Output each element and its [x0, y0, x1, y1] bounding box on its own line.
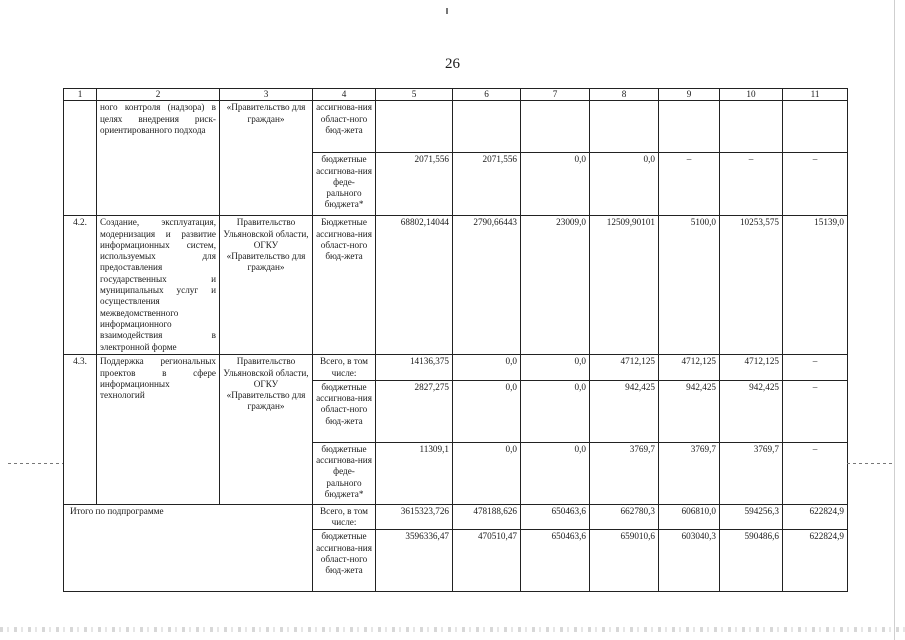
- value-cell: 0,0: [453, 355, 521, 381]
- value-cell: 3769,7: [659, 442, 720, 504]
- value-cell: 3769,7: [720, 442, 783, 504]
- col-header: 2: [97, 89, 220, 101]
- value-cell: 23009,0: [521, 216, 590, 355]
- row-number: 4.3.: [64, 355, 97, 505]
- value-cell: [453, 101, 521, 153]
- value-cell: [590, 101, 659, 153]
- header-row: [64, 89, 848, 101]
- col-header: 11: [783, 89, 848, 101]
- col-header: 1: [64, 89, 97, 101]
- value-cell: 942,425: [590, 380, 659, 442]
- value-cell: 15139,0: [783, 216, 848, 355]
- value-cell: 4712,125: [720, 355, 783, 381]
- budget-table: [63, 88, 848, 592]
- value-cell: 942,425: [659, 380, 720, 442]
- value-cell: 650463,6: [521, 530, 590, 592]
- activity-name: Создание, эксплуатация, модернизация и развитие информационных систем, используемых для предоставления государственных и муниципальных услуг и осуществления межведомственного информационного взаимодействия в электронной форме: [97, 216, 220, 355]
- value-cell: [521, 101, 590, 153]
- funding-source: бюджетные ассигнова-ния област-ного бюд-жета: [313, 380, 376, 442]
- value-cell: 3615323,726: [376, 504, 453, 530]
- value-cell: 0,0: [521, 355, 590, 381]
- value-cell: –: [783, 355, 848, 381]
- scan-fold-line: [847, 463, 894, 464]
- funding-source: ассигнова-ния област-ного бюд-жета: [313, 101, 376, 153]
- value-cell: –: [783, 153, 848, 216]
- value-cell: 478188,626: [453, 504, 521, 530]
- value-cell: 603040,3: [659, 530, 720, 592]
- value-cell: –: [783, 442, 848, 504]
- value-cell: 0,0: [521, 442, 590, 504]
- value-cell: 3769,7: [590, 442, 659, 504]
- funding-source: Всего, в том числе:: [313, 355, 376, 381]
- value-cell: 11309,1: [376, 442, 453, 504]
- total-row: [64, 504, 848, 530]
- value-cell: 622824,9: [783, 530, 848, 592]
- funding-source: бюджетные ассигнова-ния феде-рального бюджета*: [313, 153, 376, 216]
- table-row: [64, 101, 848, 153]
- value-cell: 5100,0: [659, 216, 720, 355]
- scan-bleed-strip: [0, 627, 905, 632]
- executor: Правительство Ульяновской области, ОГКУ «Правительство для граждан»: [220, 216, 313, 355]
- value-cell: 2827,275: [376, 380, 453, 442]
- value-cell: –: [720, 153, 783, 216]
- funding-source: Бюджетные ассигнова-ния област-ного бюд-жета: [313, 216, 376, 355]
- value-cell: 659010,6: [590, 530, 659, 592]
- table-row: [64, 216, 848, 355]
- scan-mark: [446, 8, 448, 14]
- value-cell: 0,0: [521, 153, 590, 216]
- value-cell: 3596336,47: [376, 530, 453, 592]
- value-cell: –: [659, 153, 720, 216]
- value-cell: 10253,575: [720, 216, 783, 355]
- scan-fold-line: [8, 463, 63, 464]
- value-cell: [659, 101, 720, 153]
- value-cell: 590486,6: [720, 530, 783, 592]
- value-cell: 12509,90101: [590, 216, 659, 355]
- activity-name: ного контроля (надзора) в целях внедрения риск-ориентированного подхода: [97, 101, 220, 216]
- value-cell: 606810,0: [659, 504, 720, 530]
- col-header: 10: [720, 89, 783, 101]
- value-cell: 942,425: [720, 380, 783, 442]
- value-cell: 68802,14044: [376, 216, 453, 355]
- value-cell: 0,0: [521, 380, 590, 442]
- value-cell: [720, 101, 783, 153]
- col-header: 9: [659, 89, 720, 101]
- value-cell: [376, 101, 453, 153]
- value-cell: 594256,3: [720, 504, 783, 530]
- page-number: 26: [445, 56, 460, 72]
- value-cell: [783, 101, 848, 153]
- executor: «Правительство для граждан»: [220, 101, 313, 216]
- value-cell: 650463,6: [521, 504, 590, 530]
- executor: Правительство Ульяновской области, ОГКУ «Правительство для граждан»: [220, 355, 313, 505]
- col-header: 4: [313, 89, 376, 101]
- value-cell: 14136,375: [376, 355, 453, 381]
- value-cell: 2071,556: [376, 153, 453, 216]
- row-number-cell: [64, 101, 97, 216]
- value-cell: 662780,3: [590, 504, 659, 530]
- row-number: 4.2.: [64, 216, 97, 355]
- col-header: 6: [453, 89, 521, 101]
- value-cell: 4712,125: [659, 355, 720, 381]
- value-cell: 470510,47: [453, 530, 521, 592]
- value-cell: 4712,125: [590, 355, 659, 381]
- col-header: 7: [521, 89, 590, 101]
- value-cell: 0,0: [590, 153, 659, 216]
- activity-name: Поддержка региональных проектов в сфере информационных технологий: [97, 355, 220, 505]
- page-edge: [894, 0, 895, 640]
- funding-source: Всего, в том числе:: [313, 504, 376, 530]
- value-cell: 622824,9: [783, 504, 848, 530]
- col-header: 5: [376, 89, 453, 101]
- value-cell: 0,0: [453, 380, 521, 442]
- total-label: Итого по подпрограмме: [64, 504, 313, 592]
- value-cell: –: [783, 380, 848, 442]
- funding-source: бюджетные ассигнова-ния феде-рального бюджета*: [313, 442, 376, 504]
- value-cell: 0,0: [453, 442, 521, 504]
- table-row: [64, 355, 848, 381]
- value-cell: 2071,556: [453, 153, 521, 216]
- funding-source: бюджетные ассигнова-ния област-ного бюд-жета: [313, 530, 376, 592]
- col-header: 8: [590, 89, 659, 101]
- value-cell: 2790,66443: [453, 216, 521, 355]
- col-header: 3: [220, 89, 313, 101]
